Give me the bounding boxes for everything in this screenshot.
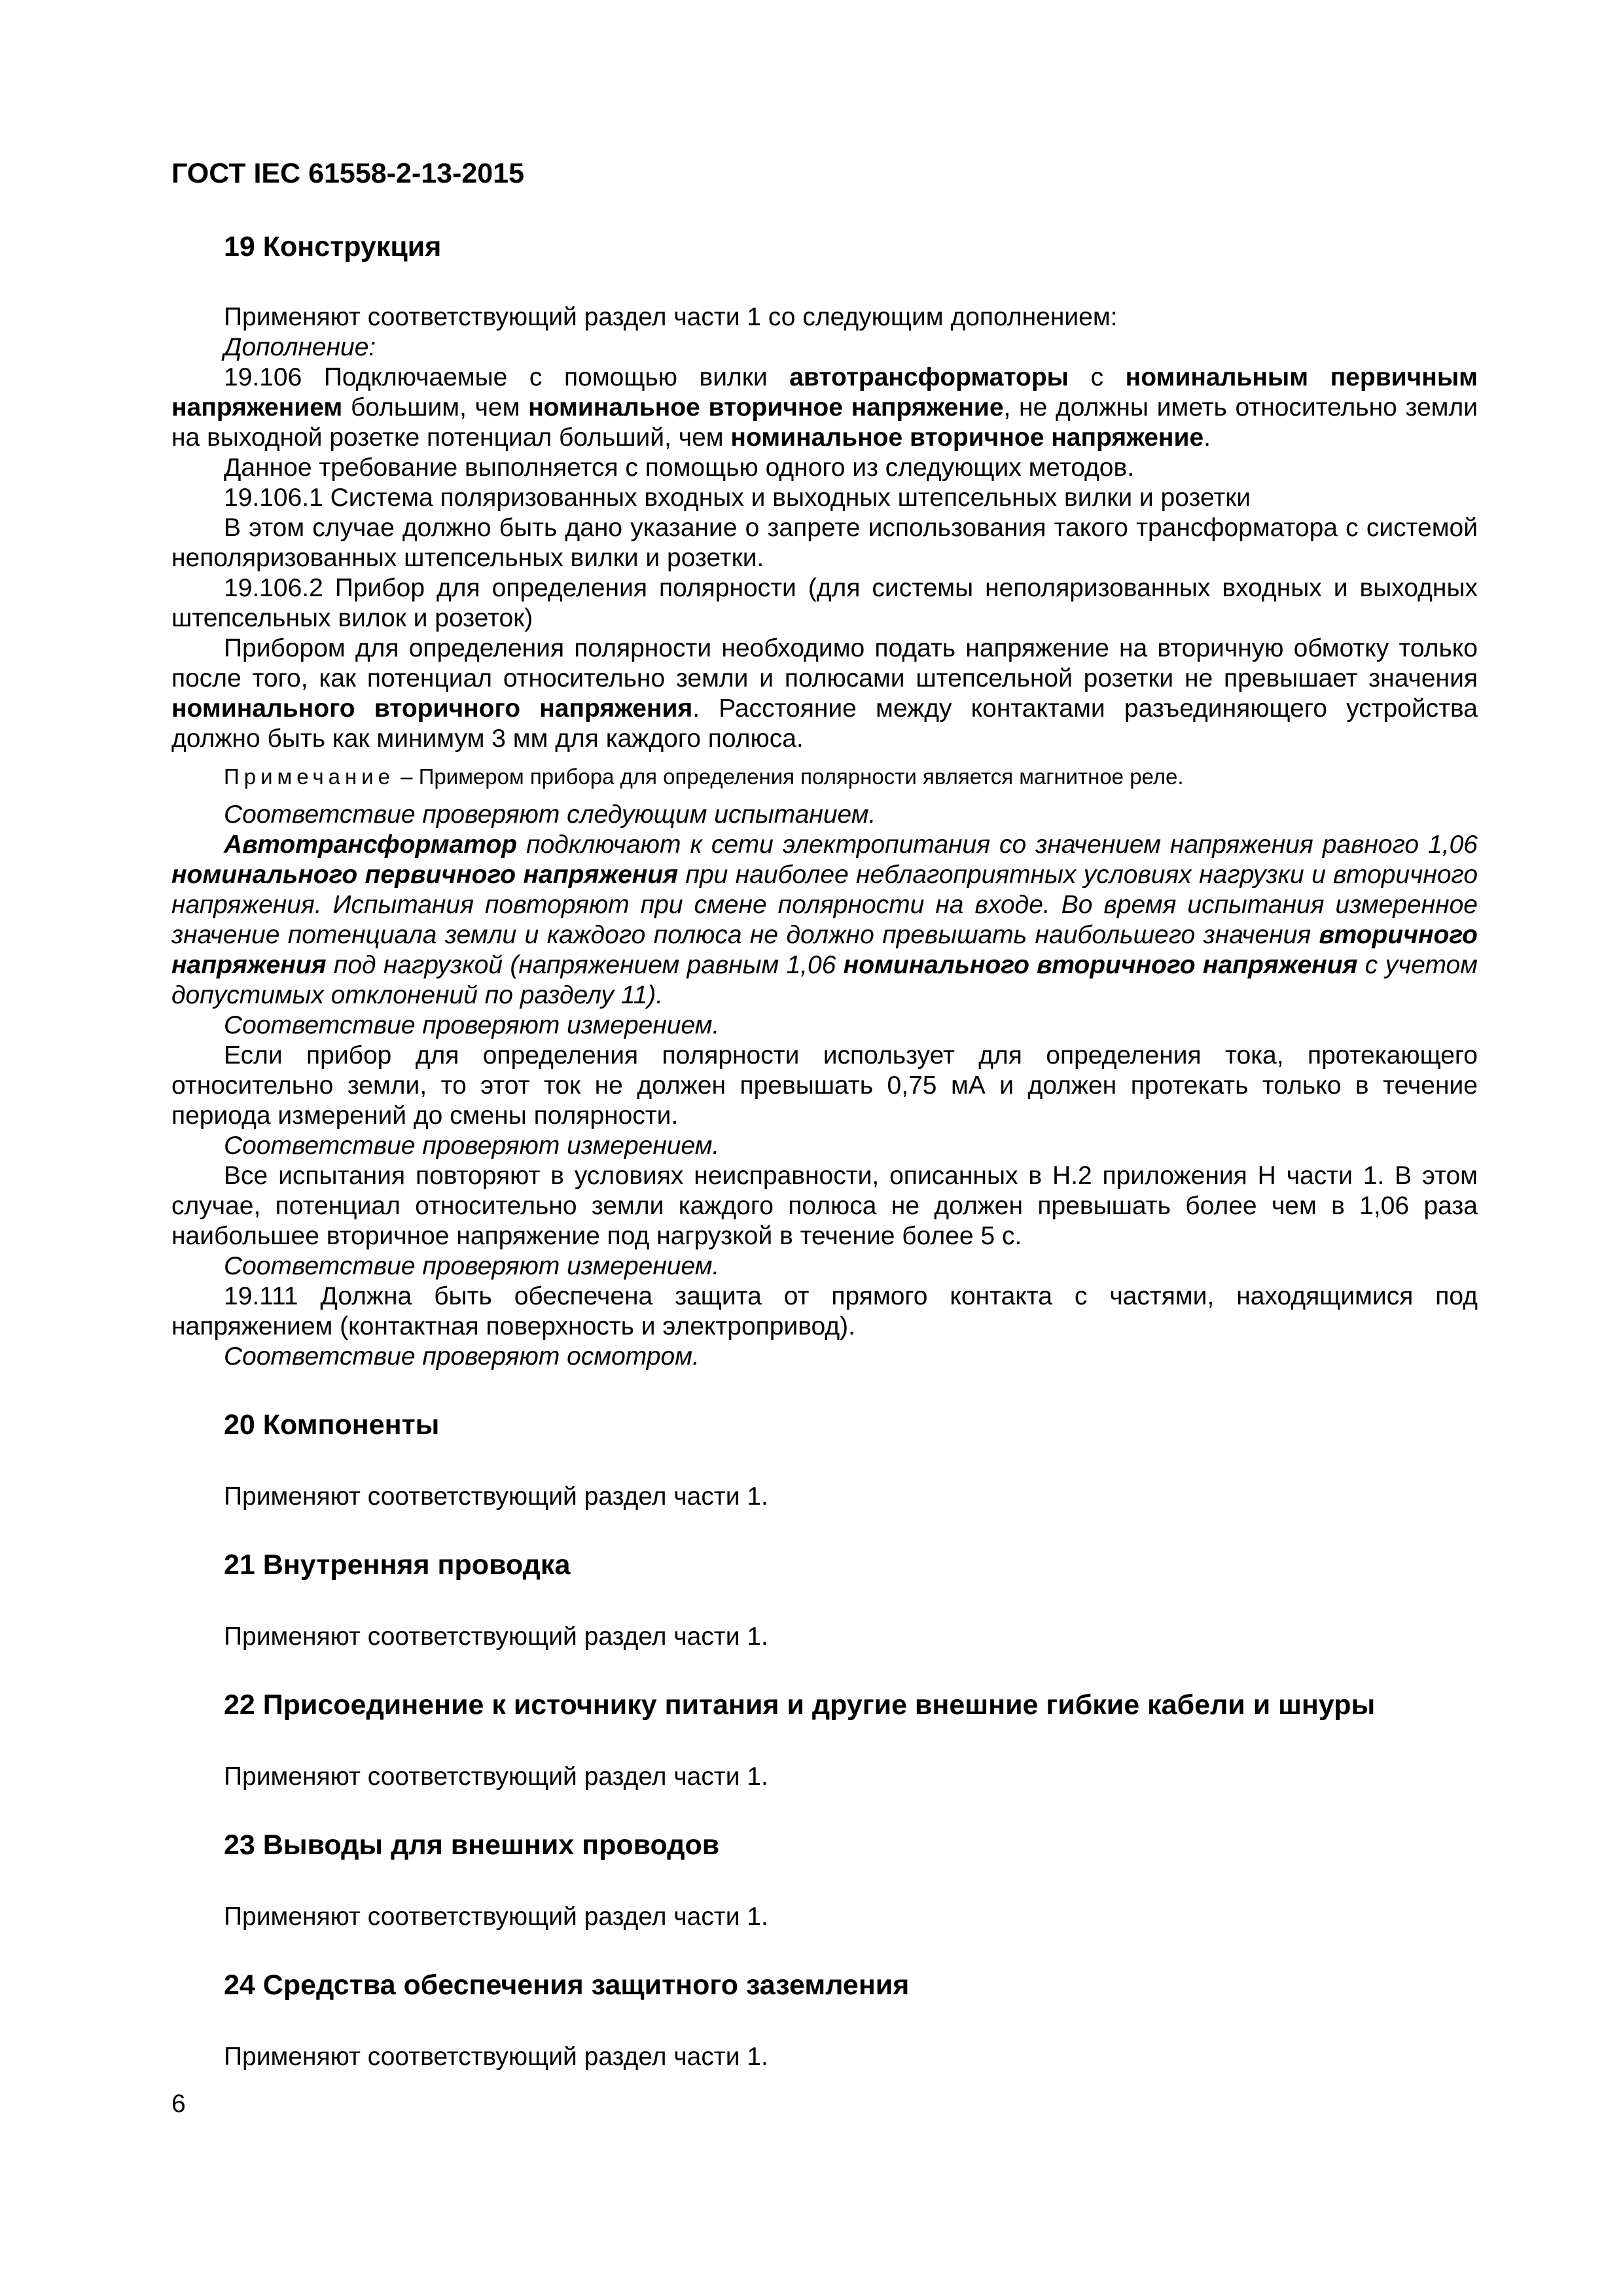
compliance-measure-line-2	[171, 1131, 1478, 1161]
clause-19-106-2-title: 19.106.2 Прибор для определения полярности (для системы неполяризованных входных и выходных штепсельных вилок и розеток)	[171, 574, 1478, 632]
test-text: с учетом допустимых отклонений по разделу 11).	[171, 951, 1478, 1009]
addition-label	[171, 332, 1478, 363]
compliance-measure-text: Соответствие проверяют измерением.	[224, 1252, 720, 1280]
section-19-intro: Применяют соответствующий раздел части 1 со следующим дополнением:	[224, 303, 1118, 331]
compliance-measure-line-1	[171, 1011, 1478, 1041]
section-20-heading: 20 Компоненты	[224, 1409, 440, 1441]
term-rated-secondary-voltage: номинального вторичного напряжения	[171, 694, 693, 723]
clause-19-106-1-text: В этом случае должно быть дано указание о запрете использования такого трансформатора с системой неполяризованных штепсельных вилки и розетки.	[171, 514, 1478, 572]
clause-text: . Расстояние между контактами разъединяющего устройства должно быть как минимум 3 мм для каждого полюса.	[171, 694, 1478, 753]
compliance-test-line	[171, 800, 1478, 830]
clause-text: , не должны иметь относительно земли на выходной розетке потенциал больший, чем	[171, 393, 1478, 452]
term-rated-secondary-voltage: номинальное вторичное напряжение	[730, 423, 1204, 452]
clause-text: с	[1069, 363, 1126, 391]
note-label: Примечание	[224, 764, 395, 789]
clause-text: 19.106 Подключаемые с помощью вилки	[224, 363, 790, 391]
section-23-heading: 23 Выводы для внешних проводов	[224, 1829, 720, 1861]
clause-text: .	[1204, 423, 1211, 452]
section-24-text: Применяют соответствующий раздел части 1.	[224, 2043, 768, 2071]
section-20-text: Применяют соответствующий раздел части 1.	[224, 1482, 768, 1511]
addition-label-text: Дополнение:	[224, 333, 376, 361]
clause-19-106	[171, 363, 1478, 453]
compliance-measure-line-3	[171, 1251, 1478, 1282]
clause-text: большим, чем	[342, 393, 529, 422]
section-23-text: Применяют соответствующий раздел части 1.	[224, 1903, 768, 1931]
section-21-heading: 21 Внутренняя проводка	[224, 1549, 571, 1581]
clause-19-106-2-text	[171, 634, 1478, 754]
clause-19-111: 19.111 Должна быть обеспечена защита от прямого контакта с частями, находящимися под напряжением (контактная поверхность и электропривод).	[171, 1282, 1478, 1340]
page-number: 6	[171, 2090, 186, 2118]
term-secondary-voltage: вторичного напряжения	[171, 921, 1478, 979]
term-autotransformers: автотрансформаторы	[789, 363, 1069, 391]
test-text: при наиболее неблагоприятных условиях нагрузки и вторичного напряжения. Испытания повторяют при смене полярности на входе. Во время испытания измеренное значение потенциала земли и каждого полюса не должно превышать наибольшего значения	[171, 861, 1478, 949]
section-24-heading: 24 Средства обеспечения защитного заземления	[224, 1969, 910, 2001]
clause-19-106-1-title: 19.106.1 Система поляризованных входных и выходных штепсельных вилки и розетки	[224, 484, 1251, 512]
note-paragraph	[171, 763, 1478, 791]
test-procedure-paragraph	[171, 830, 1478, 1011]
methods-paragraph: Данное требование выполняется с помощью одного из следующих методов.	[224, 454, 1135, 482]
term-rated-secondary-voltage: номинальное вторичное напряжение	[528, 393, 1004, 422]
section-22-text: Применяют соответствующий раздел части 1.	[224, 1763, 768, 1791]
section-21-text: Применяют соответствующий раздел части 1.	[224, 1623, 768, 1651]
page-content	[171, 230, 1478, 2072]
term-rated-secondary-voltage: номинального вторичного напряжения	[843, 951, 1358, 979]
term-rated-primary-voltage: номинального первичного напряжения	[171, 861, 679, 889]
compliance-measure-text: Соответствие проверяют измерением.	[224, 1132, 720, 1160]
compliance-inspection-text: Соответствие проверяют осмотром.	[224, 1342, 700, 1371]
section-19-heading: 19 Конструкция	[224, 231, 442, 262]
section-22-heading: 22 Присоединение к источнику питания и другие внешние гибкие кабели и шнуры	[224, 1689, 1376, 1721]
compliance-inspection-line	[171, 1342, 1478, 1372]
test-procedure-text	[171, 831, 1478, 1009]
term-autotransformer: Автотрансформатор	[224, 831, 518, 859]
fault-condition-paragraph: Все испытания повторяют в условиях неисправности, описанных в Н.2 приложения Н части 1. В этом случае, потенциал относительно земли каждого полюса не должен превышать более чем в 1,06 раза наибольшее вторичное напряжение под нагрузкой в течение более 5 с.	[171, 1162, 1478, 1250]
test-text: подключают к сети электропитания со значением напряжения равного 1,06	[517, 831, 1478, 859]
note-text: – Примером прибора для определения полярности является магнитное реле.	[395, 764, 1184, 789]
clause-text: Прибором для определения полярности необходимо подать напряжение на вторичную обмотку только после того, как потенциал относительно земли и полюсами штепсельной розетки не превышает значения	[171, 634, 1478, 692]
term-rated-primary-voltage: номинальным первичным напряжением	[171, 363, 1478, 422]
compliance-test-text: Соответствие проверяют следующим испытанием.	[224, 800, 876, 829]
current-limit-paragraph: Если прибор для определения полярности использует для определения тока, протекающего относительно земли, то этот ток не должен превышать 0,75 мА и должен протекать только в течение периода измерений до смены полярности.	[171, 1041, 1478, 1130]
document-code-header: ГОСТ IEC 61558-2-13-2015	[171, 158, 525, 189]
test-text: под нагрузкой (напряжением равным 1,06	[326, 951, 844, 979]
compliance-measure-text: Соответствие проверяют измерением.	[224, 1011, 720, 1039]
